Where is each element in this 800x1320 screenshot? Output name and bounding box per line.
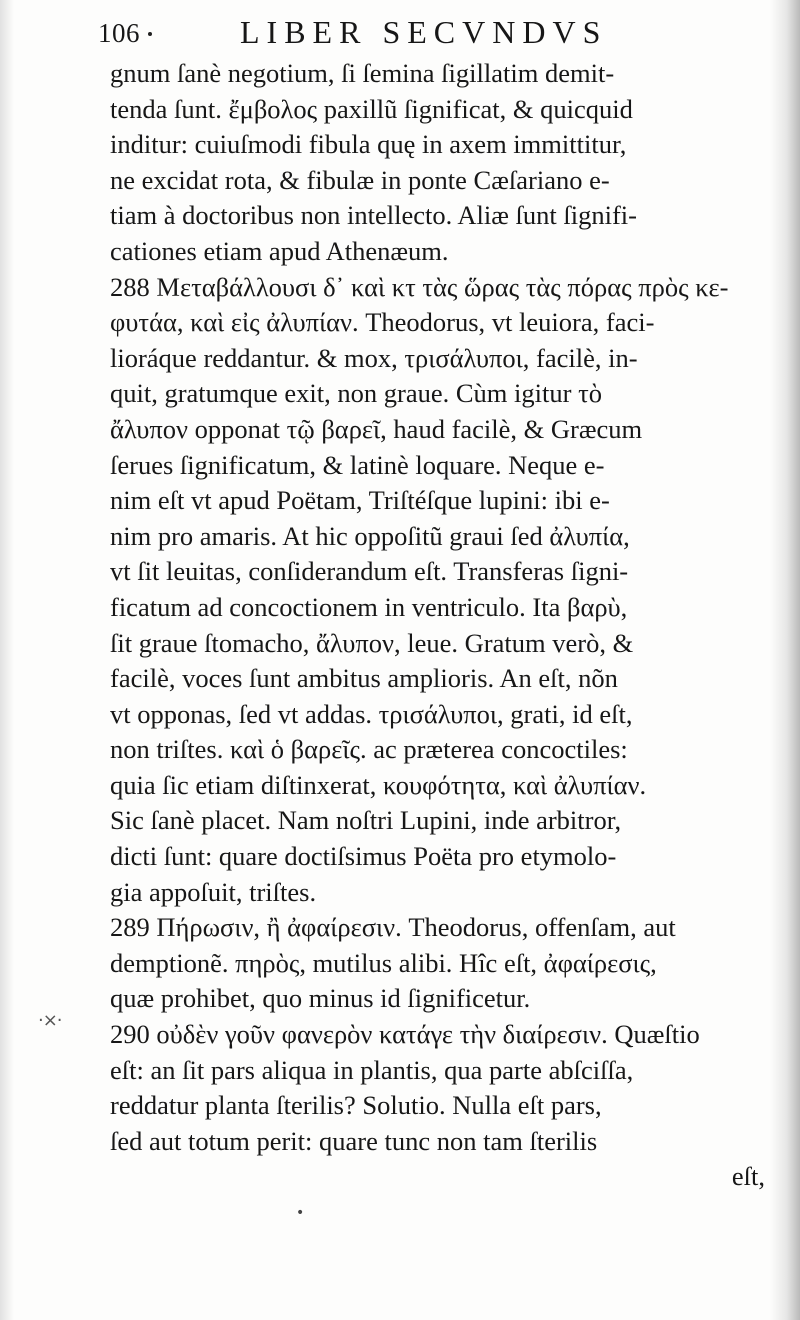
text-line: nim eſt vt apud Poëtam, Triſtéſque lupini: ibi e- [110, 485, 610, 516]
text-line: ſerues ſignificatum, & latinè loquare. Neque e- [110, 449, 605, 480]
text-line: φυτάα, καὶ εἰς ἀλυπίαν. Theodorus, vt leuiora, faci- [110, 307, 655, 338]
text-line: ἄλυπον opponat τῷ βαρεῖ, haud facilè, & Græcum [110, 413, 643, 444]
text-line-note-289: 289 Πήρωσιν, ἢ ἀφαίρεσιν. Theodorus, offenſam, aut [110, 912, 676, 943]
text-line: nim pro amaris. At hic oppoſitũ graui ſed ἀλυπία, [110, 520, 630, 551]
text-line: dicti ſunt: quare doctiſsimus Poëta pro etymolo- [110, 841, 617, 872]
running-head [98, 12, 738, 56]
text-line-note-290: 290 οὐδὲν γοῦν φανερὸν κατάγε τὴν διαίρεσιν. Quæſtio [110, 1019, 700, 1050]
text-line: ficatum ad concoctionem in ventriculo. Ita βαρὺ, [110, 591, 628, 622]
text-line: non triſtes. καὶ ὁ βαρεῖς. ac præterea concoctiles: [110, 734, 628, 765]
text-line-note-288: 288 Μεταβάλλουσι δ᾽ καὶ κτ τὰς ὥρας τὰς πόρας πρὸς κε- [110, 271, 729, 302]
text-line: quæ prohibet, quo minus id ſignificetur. [110, 983, 531, 1014]
main-text-block [110, 56, 765, 1195]
text-line: eſt: an ſit pars aliqua in plantis, qua parte abſciſſa, [110, 1054, 634, 1085]
text-line: ſed aut totum perit: quare tunc non tam ſterilis [110, 1125, 598, 1156]
text-line: quia ſic etiam diſtinxerat, κουφότητα, καὶ ἀλυπίαν. [110, 769, 647, 800]
text-line: gia appoſuit, triſtes. [110, 876, 317, 907]
folio-dot [148, 32, 152, 36]
text-line: quit, gratumque exit, non graue. Cùm igitur τὸ [110, 378, 602, 409]
page-edge-shadow [770, 0, 800, 1320]
text-line: ſit graue ſtomacho, ἄλυπον, leue. Gratum verò, & [110, 627, 634, 658]
margin-mark: ·×· [38, 1010, 62, 1031]
catchword: eſt, [731, 1161, 765, 1192]
bottom-ink-mark: • [296, 1205, 305, 1221]
text-line: facilè, voces ſunt ambitus amplioris. An eſt, nõn [110, 663, 618, 694]
text-line: tiam à doctoribus non intellecto. Aliæ ſunt ſignifi- [110, 200, 637, 231]
running-title: LIBER SECVNDVS [240, 14, 608, 50]
text-line: gnum ſanè negotium, ſi ſemina ſigillatim demit- [110, 58, 615, 88]
text-line: inditur: cuiuſmodi fibula quę in axem immittitur, [110, 129, 627, 160]
text-line: vt opponas, ſed vt addas. τρισάλυποι, grati, id eſt, [110, 698, 633, 729]
page-number: 106 [98, 18, 140, 48]
text-line: demptionẽ. πηρὸς, mutilus alibi. Hîc eſt, ἀφαίρεσις, [110, 947, 657, 978]
text-line: Sic ſanè placet. Nam noſtri Lupini, inde arbitror, [110, 805, 622, 836]
text-line: cationes etiam apud Athenæum. [110, 235, 449, 266]
text-line: ne excidat rota, & fibulæ in ponte Cæſariano e- [110, 164, 610, 195]
text-line: tenda ſunt. ἔμβολος paxillũ ſignificat, & quicquid [110, 93, 633, 124]
text-line: vt ſit leuitas, conſiderandum eſt. Transferas ſigni- [110, 556, 629, 587]
text-line: reddatur planta ſterilis? Solutio. Nulla eſt pars, [110, 1090, 602, 1121]
page-gutter-shadow [0, 0, 14, 1320]
text-line: lioráque reddantur. & mox, τρισάλυποι, facilè, in- [110, 342, 638, 373]
